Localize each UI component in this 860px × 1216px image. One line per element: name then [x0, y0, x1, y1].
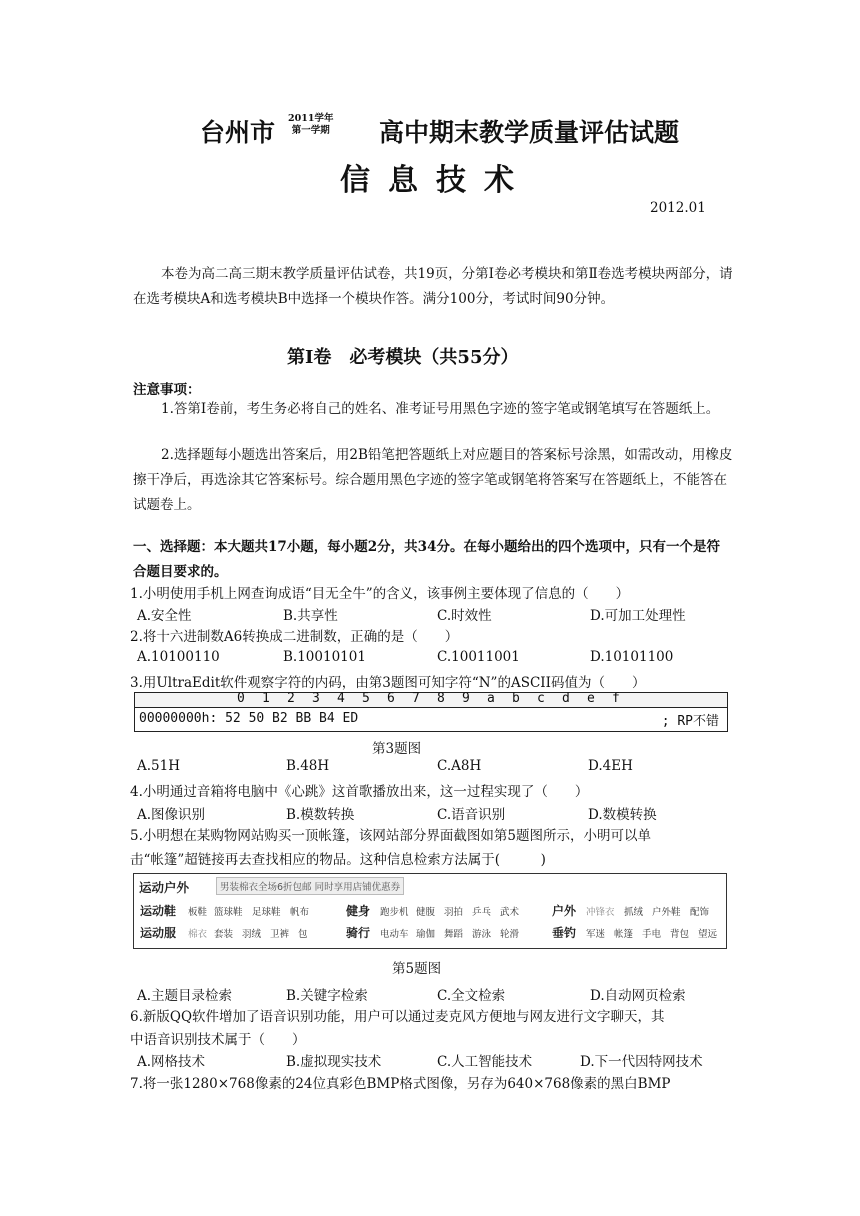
link-item[interactable]: 卫裤: [270, 929, 290, 940]
hex-data-row: 00000000h: 52 50 B2 BB B4 ED: [139, 711, 359, 726]
question-5-stem-line2: 击“帐篷”超链接再去查找相应的物品。这种信息检索方法属于( ): [130, 852, 546, 868]
hex-text-column: ; RP不错: [661, 714, 719, 729]
cat-sports-shoes[interactable]: 运动鞋: [140, 904, 177, 918]
link-item[interactable]: 配饰: [690, 907, 710, 918]
ruler-col-7: 7: [412, 691, 420, 706]
notes-heading: 注意事项：: [133, 382, 201, 398]
ruler-col-f: f: [612, 691, 620, 706]
header-city: 台州市: [200, 118, 276, 147]
question-5-stem-line1: 5.小明想在某购物网站购买一顶帐篷，该网站部分界面截图如第5题图所示，小明可以单: [130, 828, 651, 844]
q6-option-c: C.人工智能技术: [437, 1054, 533, 1070]
link-item[interactable]: 抓绒: [624, 907, 644, 918]
part1-heading: 一、选择题：本大题共17小题，每小题2分，共34分。在每小题给出的四个选项中，只有一个是符合题目要求的。: [133, 539, 720, 580]
ruler-col-8: 8: [437, 691, 445, 706]
hex-ruler: [135, 693, 727, 708]
question-6-stem-line2: 中语音识别技术属于（ ）: [130, 1032, 306, 1048]
figure-5-caption: 第5题图: [392, 961, 442, 977]
exam-date: 2012.01: [650, 200, 706, 216]
q6-option-b: B.虚拟现实技术: [286, 1054, 382, 1070]
tent-link[interactable]: 帐篷: [614, 929, 634, 940]
header-year-line1: 2011学年: [288, 113, 334, 124]
ruler-col-2: 2: [287, 691, 295, 706]
ruler-col-9: 9: [462, 691, 470, 706]
ruler-col-a: a: [487, 691, 495, 706]
link-item[interactable]: 包: [298, 929, 308, 940]
q6-option-d: D.下一代因特网技术: [580, 1054, 703, 1070]
link-item[interactable]: 羽拍: [444, 907, 464, 918]
question-1-stem: 1.小明使用手机上网查询成语“目无全牛”的含义，该事例主要体现了信息的（ ）: [130, 586, 630, 602]
ruler-col-e: e: [587, 691, 595, 706]
ruler-col-b: b: [512, 691, 520, 706]
link-item[interactable]: 板鞋: [188, 907, 208, 918]
link-item[interactable]: 手电: [642, 929, 662, 940]
link-item[interactable]: 套装: [214, 929, 234, 940]
q2-option-b: B.10010101: [283, 649, 366, 665]
cat-cycling[interactable]: 骑行: [346, 926, 371, 940]
ruler-col-1: 1: [262, 691, 270, 706]
link-item[interactable]: 羽绒: [242, 929, 262, 940]
q2-option-d: D.10101100: [590, 649, 674, 665]
link-item[interactable]: 跑步机: [380, 907, 409, 918]
ruler-col-5: 5: [362, 691, 370, 706]
q2-option-a: A.10100110: [137, 649, 220, 665]
link-item[interactable]: 瑜伽: [416, 929, 436, 940]
q4-option-d: D.数模转换: [588, 807, 657, 823]
figure-5-shopping-menu: [133, 873, 727, 949]
question-7-stem: 7.将一张1280×768像素的24位真彩色BMP格式图像，另存为640×768像素的黑白BMP: [130, 1076, 671, 1092]
q1-option-c: C.时效性: [437, 608, 492, 624]
ruler-col-c: c: [537, 691, 545, 706]
q5-option-c: C.全文检索: [437, 988, 506, 1004]
q1-option-a: A.安全性: [137, 608, 192, 624]
link-item[interactable]: 健腹: [416, 907, 436, 918]
link-item[interactable]: 轮滑: [500, 929, 520, 940]
cat-fishing[interactable]: 垂钓: [552, 926, 577, 940]
q5-option-d: D.自动网页检索: [590, 988, 686, 1004]
q6-option-a: A.网格技术: [137, 1054, 206, 1070]
cat-sportswear[interactable]: 运动服: [140, 926, 177, 940]
link-item[interactable]: 舞蹈: [444, 929, 464, 940]
header-year-line2: 第一学期: [291, 125, 330, 136]
question-4-stem: 4.小明通过音箱将电脑中《心跳》这首歌播放出来，这一过程实现了（ ）: [130, 784, 589, 800]
link-item[interactable]: 户外鞋: [652, 907, 681, 918]
ruler-col-3: 3: [312, 691, 320, 706]
cat-fitness[interactable]: 健身: [346, 904, 371, 918]
question-6-stem-line1: 6.新版QQ软件增加了语音识别功能，用户可以通过麦克风方便地与网友进行文字聊天，其: [130, 1009, 665, 1025]
note-item-2: 2.选择题每小题选出答案后，用2B铅笔把答题纸上对应题目的答案标号涂黑，如需改动，用橡皮擦干净后，再选涂其它答案标号。综合题用黑色字迹的签字笔或钢笔将答案写在答题纸上，不能答在试题卷上。: [133, 447, 733, 513]
link-item[interactable]: 电动车: [380, 929, 409, 940]
ruler-col-0: 0: [237, 691, 245, 706]
ruler-col-6: 6: [387, 691, 395, 706]
q5-option-b: B.关键字检索: [286, 988, 368, 1004]
link-item[interactable]: 望远: [698, 929, 718, 940]
link-item[interactable]: 棉衣: [188, 929, 208, 940]
header-school-year: [288, 113, 333, 137]
subject-title: 信息技术: [340, 163, 532, 198]
figure-3-ultraedit: [134, 692, 728, 732]
link-item[interactable]: 背包: [670, 929, 690, 940]
q2-option-c: C.10011001: [437, 649, 520, 665]
promo-tooltip: 男装棉衣全场6折包邮 同时享用店铺优惠券: [216, 877, 404, 895]
figure-3-caption: 第3题图: [372, 741, 422, 757]
link-item[interactable]: 军迷: [586, 929, 606, 940]
question-2-stem: 2.将十六进制数A6转换成二进制数，正确的是（ ）: [130, 629, 459, 645]
q3-option-c: C.A8H: [437, 758, 482, 774]
q5-option-a: A.主题目录检索: [137, 988, 233, 1004]
link-item[interactable]: 足球鞋: [252, 907, 281, 918]
ruler-col-d: d: [562, 691, 570, 706]
cat-outdoor[interactable]: 户外: [552, 904, 577, 918]
q4-option-a: A.图像识别: [137, 807, 206, 823]
section-title: 第Ⅰ卷 必考模块（共55分）: [287, 347, 519, 368]
question-3-stem: 3.用UltraEdit软件观察字符的内码，由第3题图可知字符“N”的ASCII码值为（ ）: [130, 675, 646, 691]
ruler-col-4: 4: [337, 691, 345, 706]
link-item[interactable]: 帆布: [290, 907, 310, 918]
link-item[interactable]: 武术: [500, 907, 520, 918]
category-header[interactable]: 运动户外: [139, 880, 190, 895]
q3-option-d: D.4EH: [588, 758, 633, 774]
intro-paragraph: 本卷为高二高三期末教学质量评估试卷，共19页，分第Ⅰ卷必考模块和第Ⅱ卷选考模块两部分，请在选考模块A和选考模块B中选择一个模块作答。满分100分，考试时间90分钟。: [133, 266, 733, 307]
q4-option-c: C.语音识别: [437, 807, 506, 823]
link-item[interactable]: 游泳: [472, 929, 492, 940]
link-item[interactable]: 乒乓: [472, 907, 492, 918]
header-title: 高中期末教学质量评估试题: [379, 118, 680, 147]
link-item[interactable]: 篮球鞋: [214, 907, 243, 918]
note-item-1: 1.答第Ⅰ卷前，考生务必将自己的姓名、准考证号用黑色字迹的签字笔或钢笔填写在答题纸上。: [161, 401, 720, 417]
q3-option-b: B.48H: [286, 758, 330, 774]
q1-option-b: B.共享性: [283, 608, 338, 624]
link-item[interactable]: 冲锋衣: [586, 907, 615, 918]
q3-option-a: A.51H: [137, 758, 180, 774]
q4-option-b: B.模数转换: [286, 807, 355, 823]
q1-option-d: D.可加工处理性: [590, 608, 686, 624]
